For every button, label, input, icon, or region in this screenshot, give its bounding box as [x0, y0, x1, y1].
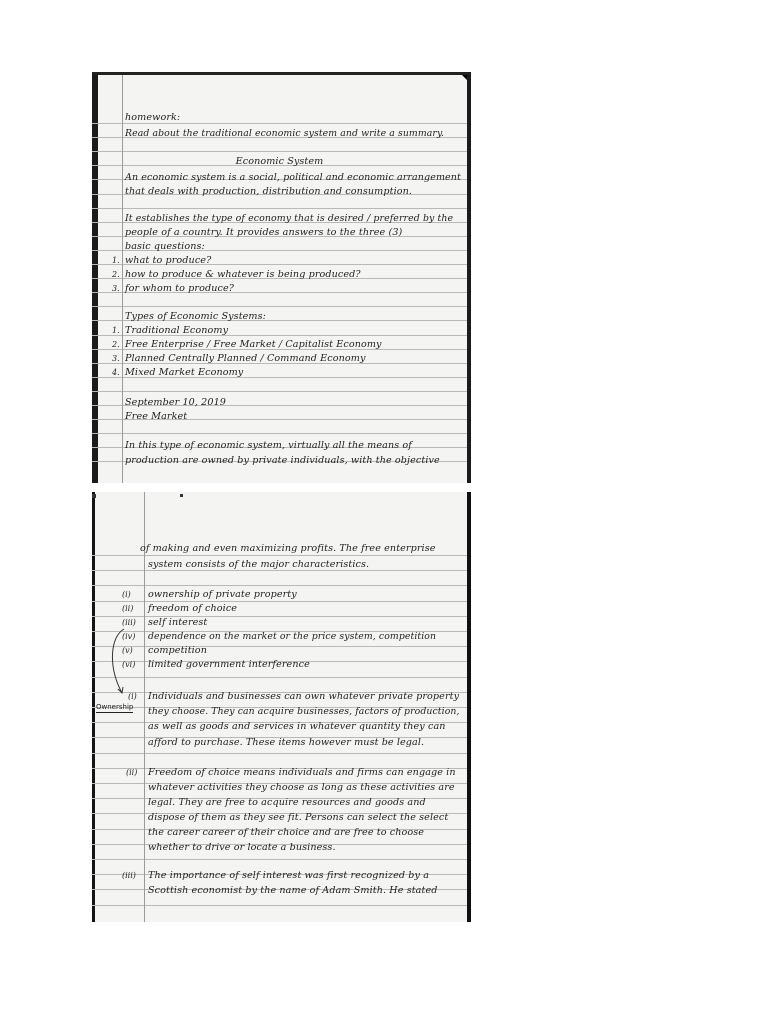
ruled-line: [92, 151, 467, 152]
bracket-arrow-icon: [106, 627, 126, 697]
para-ii-line-4: dispose of them as they see fit. Persons can select the select: [148, 812, 449, 823]
types-heading: Types of Economic Systems:: [125, 311, 266, 322]
establishes-line-1: It establishes the type of economy that is desired / preferred by the: [125, 213, 454, 224]
para-iii-line-1: The importance of self interest was first recognized by a: [148, 870, 430, 881]
question-number-1: 1.: [112, 256, 120, 265]
continued-line-1: of making and even maximizing profits. The free enterprise: [140, 543, 436, 554]
ruled-line: [92, 905, 467, 906]
establishes-line-3: basic questions:: [125, 241, 205, 252]
characteristic-1: ownership of private property: [148, 589, 297, 600]
para-i-line-2: they choose. They can acquire businesses, factors of production,: [148, 706, 460, 717]
para-i-line-4: afford to purchase. These items however must be legal.: [148, 737, 425, 748]
characteristic-number-3: (iii): [122, 618, 136, 627]
para-ii-line-5: the career career of their choice and are free to choose: [148, 827, 425, 838]
establishes-line-2: people of a country. It provides answers to the three (3): [125, 227, 403, 238]
margin-line: [122, 75, 123, 483]
characteristic-5: competition: [148, 645, 207, 656]
para-iii-number: (iii): [122, 871, 136, 880]
ruled-line: [92, 753, 467, 754]
para-i-number: (i): [128, 692, 137, 701]
page-corner-shadow: [459, 72, 471, 84]
characteristic-6: limited government interference: [148, 659, 310, 670]
para-ii-line-1: Freedom of choice means individuals and firms can engage in: [148, 767, 456, 778]
para-ii-number: (ii): [126, 768, 138, 777]
characteristic-number-6: (vi): [122, 660, 136, 669]
question-2: how to produce & whatever is being produced?: [125, 269, 361, 280]
characteristic-number-4: (iv): [122, 632, 136, 641]
free-market-heading: Free Market: [125, 411, 188, 422]
para-i-line-1: Individuals and businesses can own whatever private property: [148, 691, 460, 702]
type-3: Planned Centrally Planned / Command Economy: [125, 353, 366, 364]
ruled-line: [92, 208, 467, 209]
characteristic-4: dependence on the market or the price system, competition: [148, 631, 437, 642]
characteristic-number-2: (ii): [122, 604, 134, 613]
type-number-2: 2.: [112, 340, 120, 349]
characteristic-3: self interest: [148, 617, 208, 628]
type-1: Traditional Economy: [125, 325, 229, 336]
page-corner-mark: [92, 494, 96, 498]
page-top-mark: [180, 494, 183, 497]
characteristic-number-1: (i): [122, 590, 131, 599]
notebook-page-2: [92, 492, 471, 922]
characteristic-number-5: (v): [122, 646, 133, 655]
question-1: what to produce?: [125, 255, 212, 266]
para-ii-line-6: whether to drive or locate a business.: [148, 842, 336, 853]
section-title: Economic System: [235, 156, 324, 167]
definition-line-2: that deals with production, distribution and consumption.: [125, 186, 413, 197]
ruled-line: [92, 433, 467, 434]
margin-note-ownership: Ownership: [96, 703, 134, 711]
ruled-line: [92, 859, 467, 860]
question-number-3: 3.: [112, 284, 120, 293]
ruled-line: [92, 677, 467, 678]
type-4: Mixed Market Economy: [125, 367, 244, 378]
characteristic-2: freedom of choice: [148, 603, 238, 614]
question-3: for whom to produce?: [125, 283, 234, 294]
free-market-line-2: production are owned by private individuals, with the objective: [125, 455, 440, 466]
ruled-line: [92, 306, 467, 307]
type-number-4: 4.: [112, 368, 120, 377]
para-i-line-3: as well as goods and services in whatever quantity they can: [148, 721, 446, 732]
date-heading: September 10, 2019: [125, 397, 226, 408]
para-ii-line-2: whatever activities they choose as long as these activities are: [148, 782, 455, 793]
homework-task: Read about the traditional economic system and write a summary.: [125, 128, 445, 139]
margin-line: [144, 492, 145, 922]
type-number-3: 3.: [112, 354, 120, 363]
para-iii-line-2: Scottish economist by the name of Adam Smith. He stated: [148, 885, 438, 896]
type-2: Free Enterprise / Free Market / Capitalist Economy: [125, 339, 382, 350]
free-market-line-1: In this type of economic system, virtually all the means of: [125, 440, 412, 451]
homework-label: homework:: [125, 112, 181, 123]
ruled-line: [92, 585, 467, 586]
continued-line-2: system consists of the major characteristics.: [148, 559, 370, 570]
question-number-2: 2.: [112, 270, 120, 279]
ruled-line: [92, 391, 467, 392]
type-number-1: 1.: [112, 326, 120, 335]
ruled-line: [92, 555, 467, 556]
para-ii-line-3: legal. They are free to acquire resources and goods and: [148, 797, 426, 808]
definition-line-1: An economic system is a social, political and economic arrangement: [125, 172, 461, 183]
notebook-page-1: [92, 72, 471, 483]
